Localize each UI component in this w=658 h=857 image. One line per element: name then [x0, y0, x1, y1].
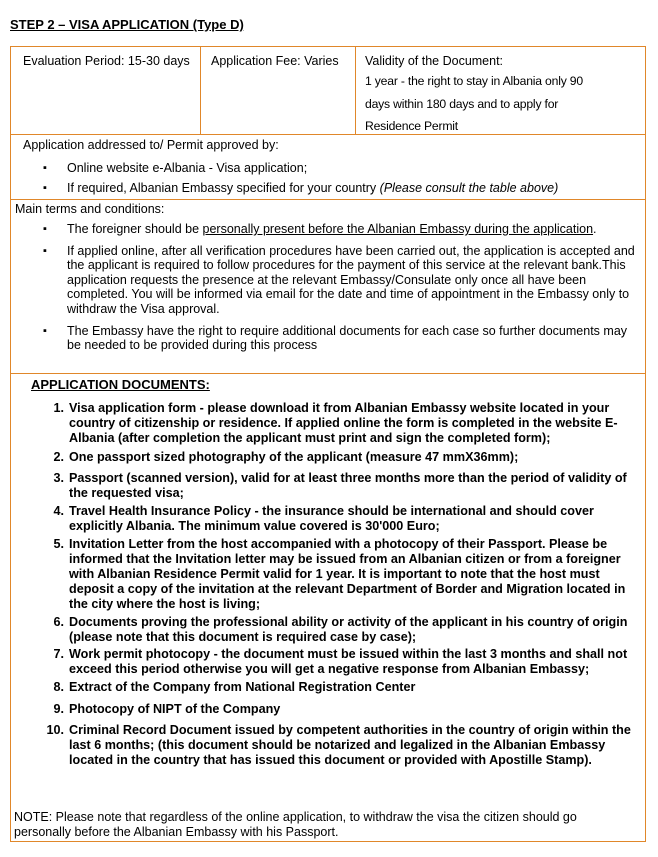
validity-line: Residence Permit	[365, 119, 458, 133]
addressed-list	[43, 158, 643, 198]
list-item	[43, 244, 639, 317]
evaluation-period: Evaluation Period: 15-30 days	[23, 54, 190, 68]
item-number: 7.	[53, 647, 64, 662]
item-number: 6.	[53, 614, 64, 629]
list-item	[43, 222, 639, 237]
visa-info-table	[10, 46, 646, 842]
item-number: 2.	[53, 449, 64, 464]
validity-text	[365, 70, 641, 138]
item-text: Passport (scanned version), valid for at least three months more than the period of validity of the requested visa;	[69, 470, 627, 501]
item-number: 3.	[53, 470, 64, 485]
row-divider	[11, 199, 645, 200]
documents-heading: APPLICATION DOCUMENTS:	[31, 377, 210, 392]
list-item	[21, 723, 635, 769]
validity-line: 1 year - the right to stay in Albania only 90	[365, 74, 583, 88]
addressed-heading: Application addressed to/ Permit approved by:	[23, 138, 279, 152]
term-text: The Embassy have the right to require additional documents for each case so further documents may be needed to be provided during this process	[67, 323, 628, 353]
list-item	[21, 647, 635, 677]
item-number: 8.	[53, 680, 64, 695]
term-emphasis: personally present before the Albanian Embassy during the application	[202, 222, 594, 236]
addressed-item: Online website e-Albania - Visa application;	[67, 161, 308, 175]
item-text: Criminal Record Document issued by competent authorities in the country of origin within the last 6 months; (this document should be notarized and legalized in the Albanian Embassy located in the country that has issued this document or provided with Apostille Stamp).	[69, 722, 631, 768]
item-number: 1.	[53, 401, 64, 415]
term-text: .	[593, 222, 597, 236]
list-item	[21, 702, 635, 717]
column-divider	[200, 47, 201, 134]
documents-list	[21, 401, 635, 768]
addressed-item: If required, Albanian Embassy specified for your country	[67, 181, 377, 195]
list-item	[43, 158, 643, 178]
item-number: 9.	[53, 701, 64, 716]
validity-label: Validity of the Document:	[365, 54, 504, 68]
item-text: Invitation Letter from the host accompanied with a photocopy of their Passport. Please be informed that the Invitation letter may be issued from an Albanian citizen or from a foreigner with Albanian Residence Permit valid for 1 year. It is important to note that the host must deposit a copy of the invitation at the relevant Department of Border and Migration located in the city where the host is living;	[69, 536, 626, 612]
item-text: Photocopy of NIPT of the Company	[69, 701, 281, 716]
application-fee: Application Fee: Varies	[211, 54, 339, 68]
list-item	[21, 680, 635, 695]
item-number: 4.	[53, 504, 64, 519]
term-text: The foreigner should be	[67, 222, 203, 236]
row-divider	[11, 373, 645, 374]
item-text: Work permit photocopy - the document must be issued within the last 3 months and shall not exceed this period otherwise you will get a negative response from Albanian Embassy;	[69, 647, 628, 677]
list-item	[21, 450, 635, 465]
item-text: Visa application form - please download it from Albanian Embassy website located in your country of citizenship or residence. If applied online the form is completed in the website E-Albania (after completion the applicant must print and sign the completed form);	[69, 401, 618, 446]
terms-heading: Main terms and conditions:	[15, 202, 165, 216]
item-text: Documents proving the professional ability or activity of the applicant in his country of origin (please note that this document is required case by case);	[69, 614, 628, 644]
list-item	[43, 178, 643, 198]
item-number: 5.	[53, 536, 64, 551]
closing-note: NOTE: Please note that regardless of the online application, to withdraw the visa the citizen should go personally before the Albanian Embassy with his Passport.	[14, 810, 577, 839]
list-item	[43, 324, 639, 353]
item-number: 10.	[46, 722, 64, 737]
item-text: Extract of the Company from National Registration Center	[69, 680, 416, 695]
page-title: STEP 2 – VISA APPLICATION (Type D)	[10, 17, 244, 32]
terms-list	[43, 222, 639, 353]
list-item	[21, 401, 635, 447]
term-text: If applied online, after all verification procedures have been carried out, the application is accepted and the applicant is required to follow procedures for the payment of this service at the relevant bank.This application requests the presence at the relevant Embassy/Consulate only once all have been completed. You will be informed via email for the date and time of appointment in the Embassy only to withdraw the Visa approval.	[67, 243, 635, 316]
validity-line: days within 180 days and to apply for	[365, 96, 559, 111]
list-item	[21, 537, 635, 613]
list-item	[21, 615, 635, 645]
column-divider	[355, 47, 356, 134]
list-item	[21, 504, 635, 534]
item-text: One passport sized photography of the applicant (measure 47 mmX36mm);	[69, 449, 519, 464]
item-text: Travel Health Insurance Policy - the insurance should be international and should cover explicitly Albania. The minimum value covered is 30'000 Euro;	[69, 504, 594, 534]
addressed-note: (Please consult the table above)	[379, 181, 559, 195]
list-item	[21, 471, 635, 501]
